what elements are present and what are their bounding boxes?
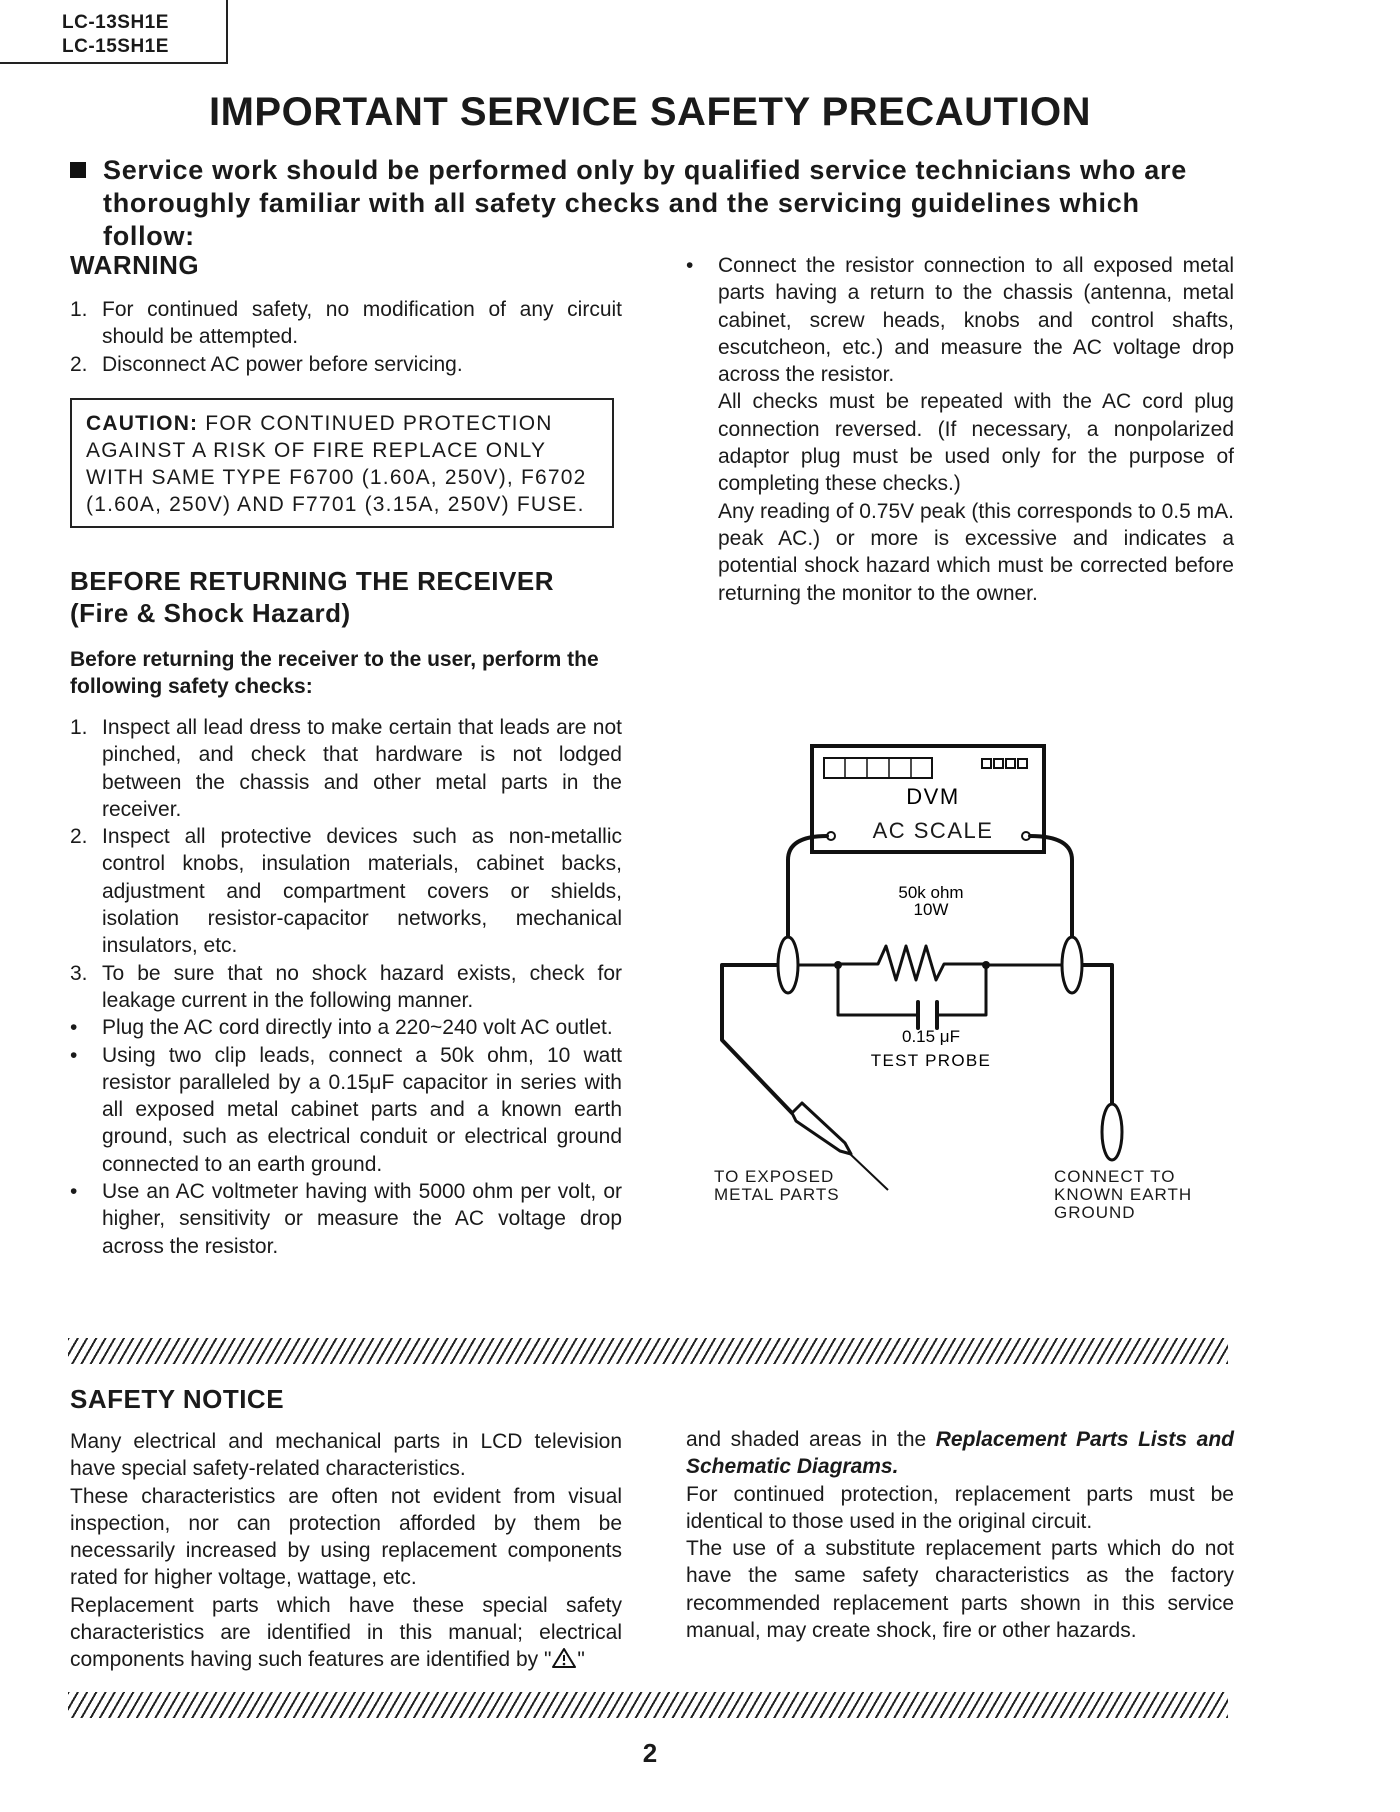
list-item: [70, 1042, 622, 1178]
bullet-marker: •: [686, 254, 694, 277]
bullet-square-icon: [70, 162, 86, 178]
check-paragraph: Any reading of 0.75V peak (this corresponds to 0.5 mA. peak AC.) or more is excessive and indicates a potential shock hazard which must be corrected before returning the monitor to the owner.: [718, 499, 1234, 605]
leakage-test-circuit: [700, 740, 1180, 1220]
earth-ground-label-line: KNOWN EARTH: [1054, 1185, 1193, 1204]
list-item: [70, 714, 622, 823]
earth-ground-label-line: GROUND: [1054, 1203, 1136, 1222]
list-item-text: Disconnect AC power before servicing.: [102, 352, 463, 376]
safety-notice-left: [70, 1428, 622, 1674]
model-number-1: LC-13SH1E: [62, 12, 169, 33]
list-item: [70, 296, 622, 351]
list-item: [70, 1178, 622, 1260]
warning-triangle-icon: [551, 1647, 577, 1669]
list-marker: •: [70, 1043, 78, 1067]
list-marker: 1.: [70, 298, 88, 321]
caution-label: CAUTION:: [86, 412, 199, 435]
list-marker: 2.: [70, 825, 88, 849]
safety-notice-text: Replacement parts which have these special safety characteristics are identified in this manual; electrical components having such features are identified by ": [70, 1593, 622, 1672]
list-item-text: Plug the AC cord directly into a 220~240 volt AC outlet.: [102, 1016, 613, 1040]
safety-notice-paragraph: [70, 1592, 622, 1674]
list-marker: 3.: [70, 961, 88, 985]
list-item-text: To be sure that no shock hazard exists, check for leakage current in the following manner.: [102, 961, 622, 1012]
leakage-test-diagram: [700, 740, 1180, 1220]
list-marker: •: [70, 1016, 78, 1040]
list-item-text: For continued safety, no modification of any circuit should be attempted.: [102, 298, 622, 349]
dvm-label: DVM: [906, 784, 960, 809]
list-marker: •: [70, 1180, 78, 1204]
before-returning-intro: Before returning the receiver to the user, perform the following safety checks:: [70, 648, 599, 698]
safety-notice-paragraph: These characteristics are often not evident from visual inspection, nor can protection afforded by them be necessarily increased by using replacement components rated for higher voltage, wattage, etc.: [70, 1484, 622, 1590]
earth-ground-label-line: CONNECT TO: [1054, 1167, 1176, 1186]
list-marker: 1.: [70, 716, 88, 739]
list-item-text: Use an AC voltmeter having with 5000 ohm per volt, or higher, sensitivity or measure the AC voltage drop across the resistor.: [102, 1180, 622, 1258]
hazard-subheading: (Fire & Shock Hazard): [70, 598, 351, 628]
hatched-divider: [68, 1338, 1228, 1364]
resistor-value-label: 50k ohm: [898, 883, 964, 902]
model-number-2: LC-15SH1E: [62, 36, 169, 57]
warning-list: [70, 296, 622, 378]
list-item-text: Using two clip leads, connect a 50k ohm, 10 watt resistor paralleled by a 0.15μF capacitor in series with all exposed metal cabinet parts and a known earth ground, such as electrical conduit or electrical ground connected to an earth ground.: [102, 1043, 622, 1176]
safety-notice-text: and shaded areas in the: [686, 1428, 936, 1451]
parts-lists-reference: Replacement Parts Lists and Schematic Diagrams.: [686, 1428, 1234, 1479]
safety-notice-paragraph: Many electrical and mechanical parts in LCD television have special safety-related characteristics.: [70, 1430, 622, 1481]
list-item: [70, 351, 622, 378]
safety-notice-paragraph: [686, 1426, 1234, 1481]
caution-text: FOR CONTINUED PROTECTION AGAINST A RISK OF FIRE REPLACE ONLY WITH SAME TYPE F6700 (1.60A, 250V), F6702 (1.60A, 250V) AND F7701 (3.15A, 250V) FUSE.: [86, 412, 587, 516]
list-item: [70, 1014, 622, 1041]
page-title: IMPORTANT SERVICE SAFETY PRECAUTION: [208, 90, 1092, 134]
list-item-text: Inspect all protective devices such as non-metallic control knobs, insulation materials, cabinet backs, adjustment and compartment covers or shields, isolation resistor-capacitor networks, mechanical insulators, etc.: [102, 825, 622, 958]
safety-notice-paragraph: For continued protection, replacement parts must be identical to those used in the original circuit.: [686, 1482, 1234, 1533]
safety-notice-quote: ": [577, 1648, 585, 1672]
clip-lead-icons: [778, 937, 1122, 1160]
test-probe-label: TEST PROBE: [870, 1051, 992, 1070]
page-number: 2: [642, 1738, 658, 1768]
ac-scale-text: AC SCALE: [872, 818, 994, 843]
exposed-metal-label: [714, 1168, 840, 1204]
safety-checks-list: [70, 714, 622, 1260]
list-marker: 2.: [70, 352, 88, 376]
capacitor-value-label: 0.15 μF: [902, 1027, 960, 1046]
hatched-divider: [68, 1692, 1228, 1718]
exposed-metal-label-line: METAL PARTS: [714, 1185, 840, 1204]
list-item: [70, 960, 622, 1015]
lead-statement: Service work should be performed only by qualified service technicians who are thoroughly familiar with all safety checks and the servicing guidelines which follow:: [103, 155, 1187, 251]
checks-continuation: [686, 252, 1234, 607]
resistor-wattage-label: 10W: [913, 900, 949, 919]
junction-dot: [982, 961, 990, 969]
before-returning-heading: BEFORE RETURNING THE RECEIVER: [70, 566, 554, 596]
safety-notice-paragraph: The use of a substitute replacement parts which do not have the same safety characteristics as the factory recommended replacement parts shown in this service manual, may create shock, fire or other hazards.: [686, 1537, 1234, 1643]
junction-dot: [834, 961, 842, 969]
warning-heading: WARNING: [70, 250, 200, 280]
earth-ground-label: [1054, 1168, 1192, 1222]
safety-notice-right: [686, 1426, 1234, 1644]
safety-notice-heading: SAFETY NOTICE: [70, 1384, 285, 1414]
list-item-text: Inspect all lead dress to make certain that leads are not pinched, and check that hardware is not lodged between the chassis and other metal parts in the receiver.: [102, 716, 622, 821]
exposed-metal-label-line: TO EXPOSED: [714, 1167, 835, 1186]
caution-box: [70, 398, 614, 528]
check-paragraph: Connect the resistor connection to all exposed metal parts having a return to the chassis (antenna, metal cabinet, screw heads, knobs and control shafts, escutcheon, etc.) and measure the AC voltage drop across the resistor.: [718, 254, 1234, 387]
list-item: [70, 823, 622, 959]
check-paragraph: All checks must be repeated with the AC cord plug connection reversed. (If necessary, a nonpolarized adaptor plug must be used only for the purpose of completing these checks.): [718, 390, 1234, 496]
